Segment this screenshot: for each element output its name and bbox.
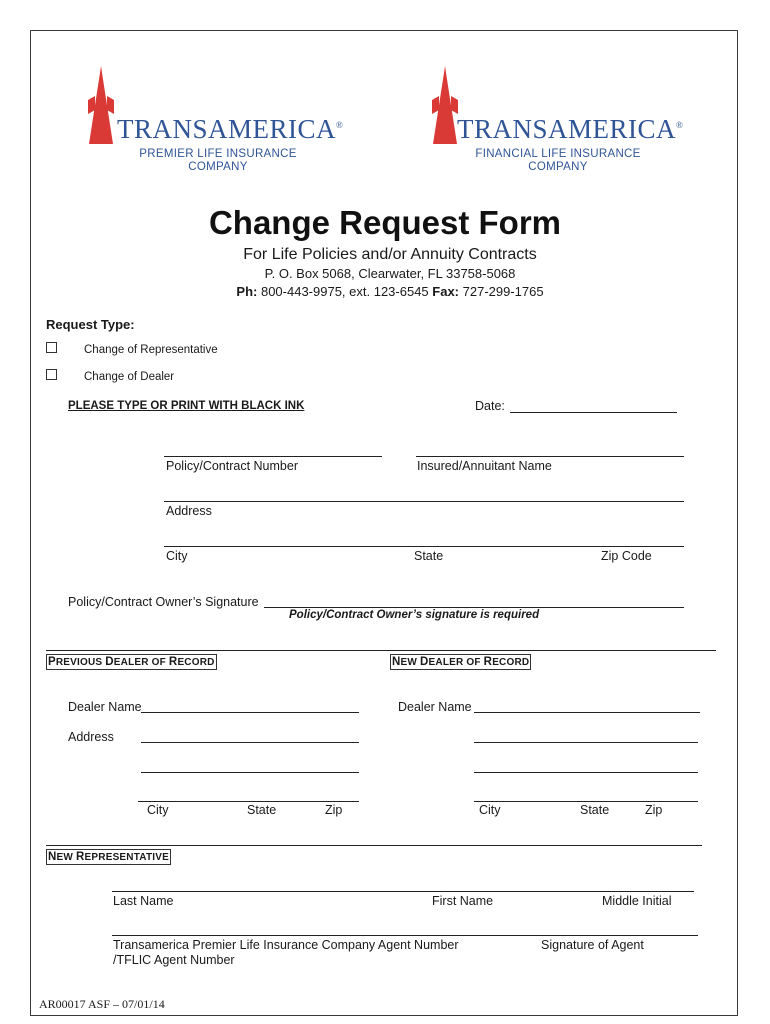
policy-city-state-zip-field[interactable] [164,546,684,547]
previous-dealer-name-label: Dealer Name [68,700,142,714]
change-of-representative-label: Change of Representative [84,344,218,356]
brand-sub2-left: COMPANY [188,161,248,173]
representative-name-field[interactable] [112,891,694,892]
previous-dealer-address-label: Address [68,730,114,744]
form-title: Change Request Form [208,204,562,241]
new-dealer-address-line2[interactable] [474,772,698,773]
change-of-dealer-label: Change of Dealer [84,371,175,383]
new-dealer-name-label: Dealer Name [398,700,472,714]
new-dealer-address-line1[interactable] [474,742,698,743]
last-name-label: Last Name [113,894,174,908]
new-dealer-zip-label: Zip [645,803,663,817]
agent-signature-label: Signature of Agent [541,938,644,952]
section-divider [46,845,702,846]
form-code: AR00017 ASF – 07/01/14 [39,997,165,1011]
previous-dealer-heading: PREVIOUS DEALER OF RECORD [48,656,215,668]
policy-address-field[interactable] [164,501,684,502]
date-field[interactable] [510,412,677,413]
new-dealer-city-state-zip-field[interactable] [474,801,698,802]
pyramid-tower-icon [86,66,116,144]
agent-number-label-line2: /TFLIC Agent Number [113,953,235,967]
previous-dealer-city-label: City [147,803,169,817]
policy-address-label: Address [166,504,212,518]
agent-number-label-line1: Transamerica Premier Life Insurance Company Agent Number [113,938,459,952]
request-type-label: Request Type: [46,317,135,332]
new-dealer-name-field[interactable] [474,712,700,713]
new-dealer-city-label: City [479,803,501,817]
agent-number-signature-field[interactable] [112,935,698,936]
new-representative-heading: NEW REPRESENTATIVE [48,851,169,863]
previous-dealer-state-label: State [247,803,277,817]
middle-initial-label: Middle Initial [602,894,672,908]
transamerica-financial-logo [430,66,460,144]
form-subtitle: For Life Policies and/or Annuity Contracts [243,246,537,263]
brand-sub1-right: FINANCIAL LIFE INSURANCE [475,148,641,160]
new-dealer-heading: NEW DEALER OF RECORD [392,656,530,668]
change-of-dealer-checkbox[interactable] [46,369,57,380]
section-divider [46,650,716,651]
previous-dealer-address-line1[interactable] [141,742,359,743]
policy-state-label: State [414,549,444,563]
brand-name-right: TRANSAMERICA® [457,114,684,144]
previous-dealer-address-line2[interactable] [141,772,359,773]
signature-required-note: Policy/Contract Owner’s signature is required [289,609,540,621]
brand-sub1-left: PREMIER LIFE INSURANCE [139,148,297,160]
form-page-border [30,30,738,1016]
transamerica-premier-logo [86,66,116,144]
previous-dealer-city-state-zip-field[interactable] [138,801,359,802]
pyramid-tower-icon [430,66,460,144]
policy-number-label: Policy/Contract Number [166,459,298,473]
change-of-representative-checkbox[interactable] [46,342,57,353]
mailing-address: P. O. Box 5068, Clearwater, FL 33758-5068 [264,266,516,281]
contact-line: Ph: 800-443-9975, ext. 123-6545 Fax: 727-299-1765 [236,284,544,299]
brand-name-left: TRANSAMERICA® [117,114,344,144]
owner-signature-label: Policy/Contract Owner’s Signature [68,595,259,609]
date-label: Date: [475,399,505,413]
owner-signature-field[interactable] [264,607,684,608]
black-ink-instruction: PLEASE TYPE OR PRINT WITH BLACK INK [68,400,305,412]
previous-dealer-zip-label: Zip [325,803,343,817]
insured-name-field[interactable] [416,456,684,457]
policy-number-field[interactable] [164,456,382,457]
first-name-label: First Name [432,894,494,908]
brand-sub2-right: COMPANY [528,161,588,173]
previous-dealer-name-field[interactable] [141,712,359,713]
policy-zip-label: Zip Code [601,549,652,563]
policy-city-label: City [166,549,188,563]
new-dealer-state-label: State [580,803,610,817]
insured-name-label: Insured/Annuitant Name [417,459,552,473]
